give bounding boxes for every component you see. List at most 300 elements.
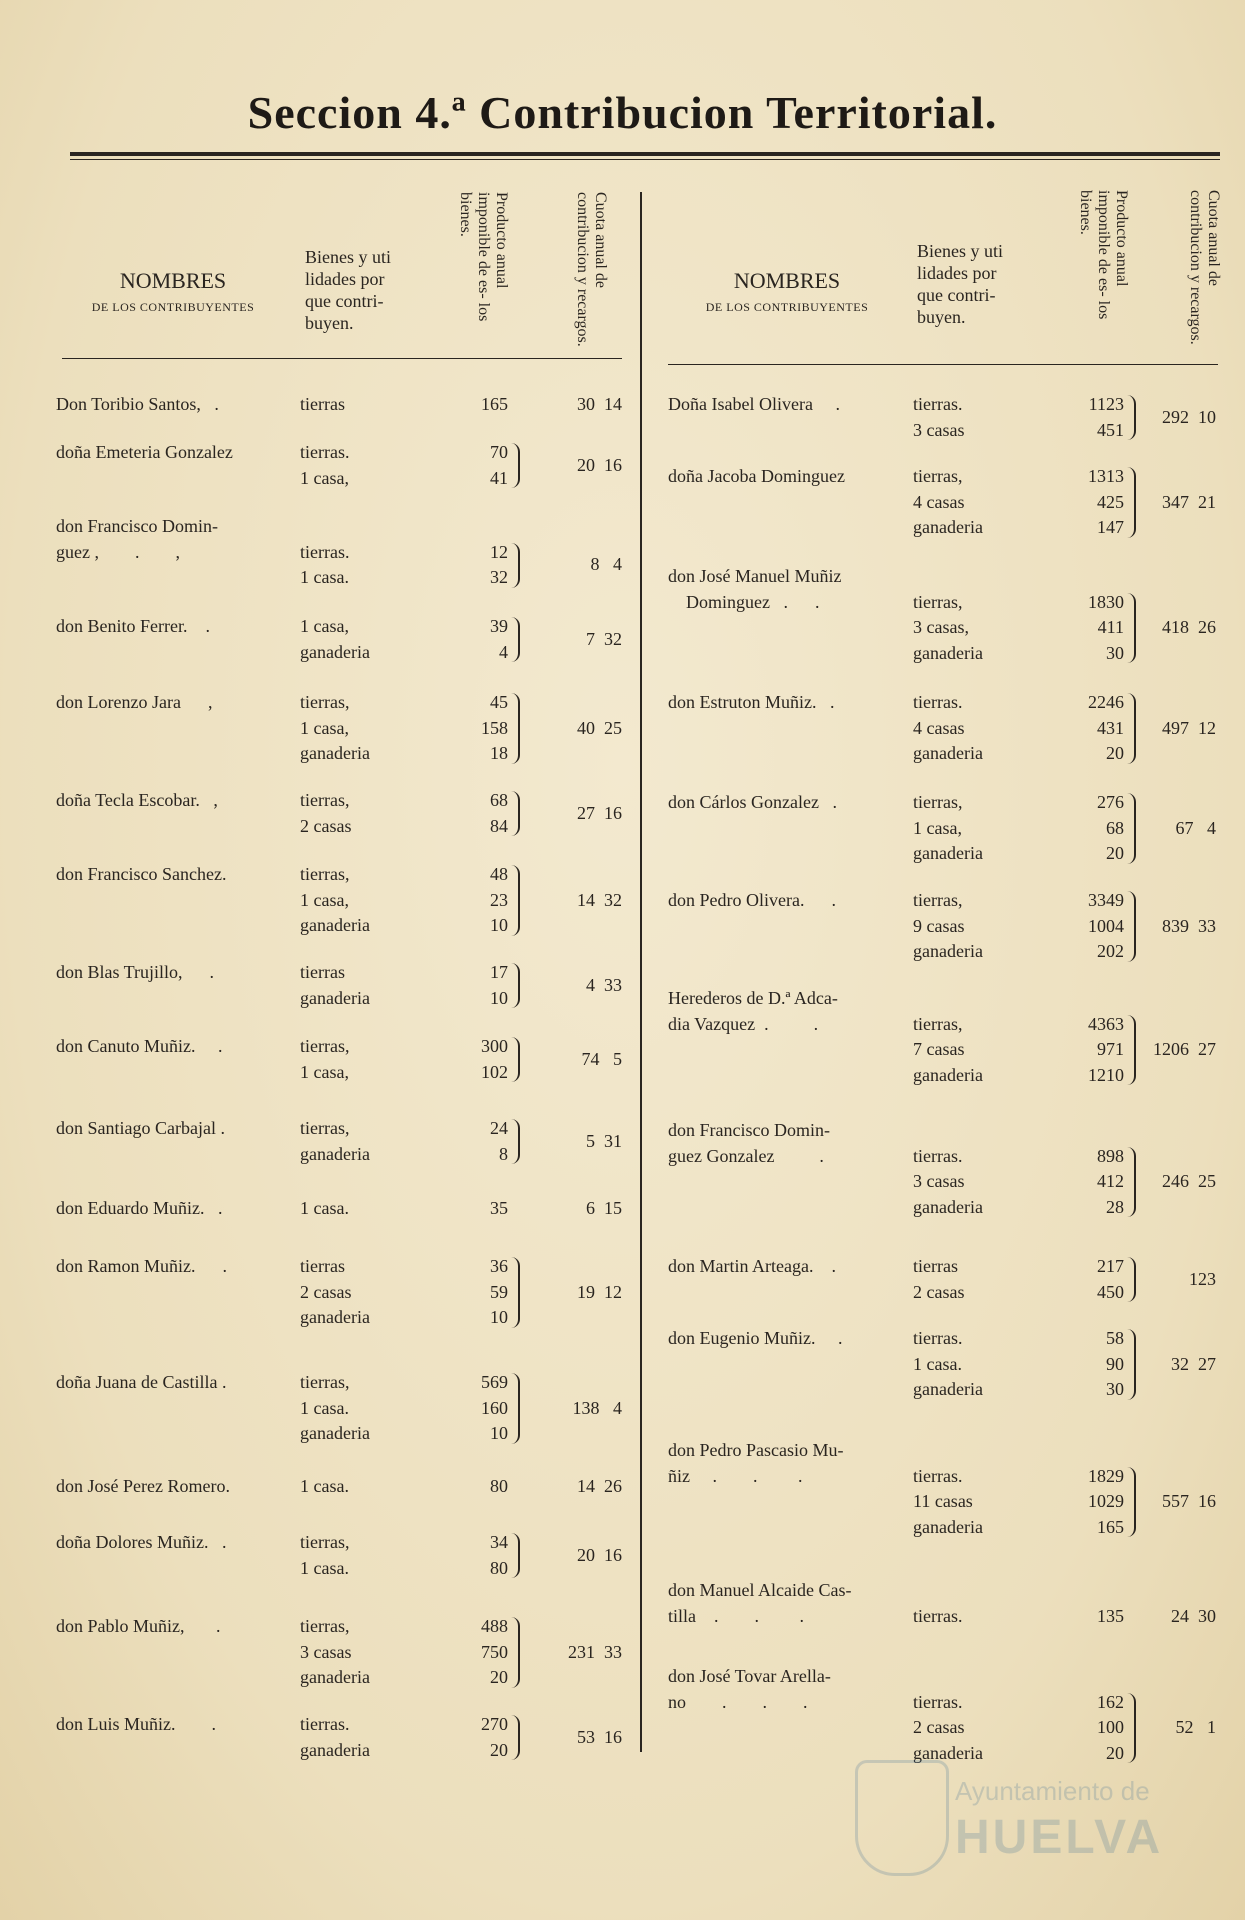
product-values	[1054, 888, 1124, 965]
product-value: 39	[490, 616, 508, 636]
product-value: 750	[481, 1641, 508, 1662]
cuota-value: 1206 27	[1153, 1039, 1216, 1059]
goods-item: 1 casa.	[300, 1198, 349, 1218]
product-value: 431	[1097, 717, 1124, 738]
product-value: 1004	[1088, 915, 1124, 936]
goods-list	[300, 1370, 370, 1447]
contributor-name-line: don José Tovar Arella-	[668, 1666, 831, 1686]
product-value: 20	[1106, 1742, 1124, 1763]
goods-item: tierras,	[913, 1013, 963, 1034]
goods-item: ganaderia	[300, 1739, 370, 1760]
product-value: 160	[481, 1397, 508, 1418]
product-value: 425	[1097, 491, 1124, 512]
column-divider	[640, 192, 642, 1752]
goods-item: 9 casas	[913, 915, 965, 936]
product-values	[1054, 1578, 1124, 1629]
header-bienes-line: Bienes y uti	[917, 241, 1003, 261]
product-value: 165	[481, 394, 508, 414]
section-title: Seccion 4.ª Contribucion Territorial.	[247, 87, 998, 138]
goods-item: 1 casa,	[300, 1061, 349, 1082]
grouping-brace	[511, 1257, 520, 1328]
cuota-value: 20 16	[577, 454, 622, 475]
goods-item: tierras,	[913, 792, 963, 812]
goods-item: tierras.	[913, 1691, 963, 1712]
goods-item: tierras,	[913, 591, 963, 612]
contributor-name-line: don Pablo Muñiz, .	[56, 1616, 221, 1636]
goods-list	[913, 1664, 983, 1766]
goods-item: tierras.	[300, 541, 350, 562]
goods-list	[913, 986, 983, 1088]
product-value: 147	[1097, 517, 1124, 537]
contributor-name	[668, 1664, 831, 1715]
contributor-name	[668, 690, 835, 716]
product-value: 45	[490, 692, 508, 712]
goods-item: 3 casas	[300, 1641, 352, 1662]
contributor-name-line: don Francisco Domin-	[56, 516, 218, 536]
product-value: 971	[1097, 1039, 1124, 1059]
product-value: 1029	[1088, 1491, 1124, 1511]
goods-item: ganaderia	[300, 641, 370, 662]
contributor-name-line: doña Juana de Castilla .	[56, 1372, 227, 1392]
product-value: 158	[481, 717, 508, 738]
header-bienes-line: lidades por	[305, 269, 385, 289]
product-value	[1054, 1664, 1124, 1690]
contributor-name	[56, 1474, 230, 1500]
product-value: 270	[481, 1714, 508, 1734]
cuota-value: 32 27	[1171, 1353, 1216, 1374]
contributor-name	[56, 1370, 226, 1396]
grouping-brace	[511, 1373, 520, 1444]
left-header-cuota: Cuota anual de contribucion y recargos.	[574, 192, 609, 347]
goods-item: 1 casa,	[300, 889, 349, 910]
left-header-nombres	[48, 268, 298, 320]
cuota-value: 14 26	[577, 1476, 622, 1496]
goods-item: ganaderia	[913, 941, 983, 961]
goods-item: ganaderia	[913, 1064, 983, 1085]
right-header-bienes	[917, 240, 1003, 328]
product-value: 32	[490, 567, 508, 587]
contributor-name	[56, 614, 210, 640]
grouping-brace	[511, 1533, 520, 1578]
goods-item: ganaderia	[913, 1196, 983, 1217]
goods-list	[300, 392, 345, 418]
goods-item: tierras,	[300, 1532, 350, 1552]
product-values	[1054, 1254, 1124, 1305]
contributor-name-line: don Canuto Muñiz. .	[56, 1036, 223, 1056]
goods-list	[913, 888, 983, 965]
product-value: 569	[481, 1372, 508, 1392]
header-bienes-line: Bienes y uti	[305, 247, 391, 267]
product-value: 23	[490, 889, 508, 910]
cuota-value: 74 5	[581, 1048, 622, 1069]
product-value: 18	[490, 743, 508, 763]
contributor-name-line: dia Vazquez . .	[668, 1013, 819, 1034]
goods-list	[300, 788, 351, 839]
goods-item: tierras,	[913, 890, 963, 910]
contributor-name-line: don Pedro Olivera. .	[668, 890, 836, 910]
grouping-brace	[511, 1715, 520, 1760]
product-value: 59	[490, 1281, 508, 1302]
goods-item: tierras.	[913, 692, 963, 712]
goods-item: 11 casas	[913, 1491, 973, 1511]
title-rule-thick	[70, 152, 1220, 156]
product-value: 4363	[1088, 1013, 1124, 1034]
contributor-name-line: tilla . . .	[668, 1605, 804, 1626]
product-value: 20	[1106, 843, 1124, 863]
product-value: 300	[481, 1036, 508, 1056]
contributor-name-line: don Manuel Alcaide Cas-	[668, 1580, 852, 1600]
goods-item: tierras,	[300, 1036, 350, 1056]
header-bienes-line: lidades por	[917, 263, 997, 283]
grouping-brace	[511, 963, 520, 1008]
product-value: 24	[490, 1118, 508, 1138]
goods-list	[300, 690, 370, 767]
goods-item: 1 casa,	[300, 717, 349, 738]
contributor-name	[56, 788, 218, 814]
left-header-producto: Producto anual imponible de es- los bienes.	[457, 192, 510, 322]
title-rule-thin	[70, 159, 1220, 160]
contributor-name-line: don Santiago Carbajal .	[56, 1118, 225, 1138]
goods-item: ganaderia	[300, 1143, 370, 1164]
goods-list	[300, 862, 370, 939]
cuota-value: 52 1	[1175, 1717, 1216, 1737]
goods-item: 2 casas	[300, 815, 352, 836]
contributor-name-line: don José Perez Romero.	[56, 1476, 230, 1496]
goods-list	[300, 1712, 370, 1763]
goods-item: tierras	[300, 962, 345, 982]
cuota-value: 839 33	[1162, 915, 1216, 936]
contributor-name	[56, 1254, 227, 1280]
contributor-name-line: doña Jacoba Dominguez	[668, 466, 845, 486]
grouping-brace	[511, 543, 520, 588]
goods-item: tierras.	[300, 1714, 350, 1734]
goods-list	[913, 690, 983, 767]
goods-item: tierras,	[300, 1372, 350, 1392]
product-values	[1054, 690, 1124, 767]
watermark-line1: Ayuntamiento de	[955, 1776, 1150, 1806]
goods-item: ganaderia	[300, 1667, 370, 1687]
cuota-value: 7 32	[586, 628, 622, 649]
product-value	[1054, 1578, 1124, 1604]
goods-item: 2 casas	[300, 1281, 352, 1302]
contributor-name	[56, 514, 218, 565]
goods-item: 2 casas	[913, 1281, 965, 1302]
huelva-seal-icon	[855, 1760, 949, 1876]
goods-list	[913, 392, 964, 443]
product-value: 2246	[1088, 692, 1124, 712]
contributor-name	[56, 690, 212, 716]
goods-item: tierras,	[300, 790, 350, 810]
product-value: 28	[1106, 1196, 1124, 1217]
contributor-name	[668, 986, 838, 1037]
goods-item: tierras.	[913, 1145, 963, 1166]
goods-item: ganaderia	[300, 915, 370, 935]
product-value: 20	[490, 1739, 508, 1760]
product-values	[438, 1116, 508, 1167]
goods-item: 3 casas	[913, 1171, 965, 1191]
cuota-value: 8 4	[590, 554, 622, 575]
goods-item: 1 casa,	[913, 817, 962, 838]
contributor-name-line: don Benito Ferrer. .	[56, 616, 210, 636]
product-value	[1054, 1438, 1124, 1464]
product-value: 35	[490, 1198, 508, 1218]
product-value: 100	[1097, 1717, 1124, 1737]
cuota-value: 347 21	[1162, 491, 1216, 512]
cuota-value: 292 10	[1162, 406, 1216, 427]
goods-item: 1 casa.	[300, 1397, 349, 1418]
product-values	[438, 1370, 508, 1447]
contributor-name	[668, 1326, 842, 1352]
cuota-value: 67 4	[1175, 817, 1216, 838]
goods-item	[913, 1118, 983, 1144]
contributor-name-line: guez , . ,	[56, 541, 180, 562]
goods-item: 7 casas	[913, 1039, 965, 1059]
product-value: 8	[499, 1143, 508, 1164]
right-header-cuota: Cuota anual de contribucion y recargos.	[1187, 190, 1222, 345]
product-value: 20	[490, 1667, 508, 1687]
goods-list	[913, 1438, 983, 1540]
product-value: 135	[1097, 1605, 1124, 1626]
goods-list	[913, 790, 983, 867]
contributor-name	[668, 564, 841, 615]
header-nombres-sub: DE LOS CONTRIBUYENTES	[91, 300, 255, 314]
product-values	[1054, 392, 1124, 443]
product-value: 898	[1097, 1145, 1124, 1166]
goods-item: tierras,	[300, 1118, 350, 1138]
contributor-name-line: guez Gonzalez .	[668, 1145, 824, 1166]
cuota-value: 40 25	[577, 717, 622, 738]
contributor-name-line: Doña Isabel Olivera .	[668, 394, 840, 414]
cuota-value: 246 25	[1162, 1171, 1216, 1191]
cuota-value: 53 16	[577, 1726, 622, 1747]
goods-item: 1 casa.	[913, 1353, 962, 1374]
product-values	[1054, 464, 1124, 541]
product-value: 90	[1106, 1353, 1124, 1374]
contributor-name-line: doña Dolores Muñiz. .	[56, 1532, 227, 1552]
contributor-name-line: don Luis Muñiz. .	[56, 1714, 216, 1734]
goods-item: 4 casas	[913, 717, 965, 738]
product-value: 411	[1097, 617, 1124, 637]
product-values	[438, 690, 508, 767]
goods-item	[300, 514, 349, 540]
grouping-brace	[511, 617, 520, 662]
goods-item: ganaderia	[300, 743, 370, 763]
cuota-value: 27 16	[577, 802, 622, 823]
contributor-name	[668, 790, 837, 816]
contributor-name	[668, 1438, 843, 1489]
product-value: 10	[490, 915, 508, 935]
contributor-name	[56, 1614, 221, 1640]
contributor-name-line: don Martin Arteaga. .	[668, 1256, 836, 1276]
cuota-value: 123	[1189, 1268, 1216, 1289]
cuota-value: 418 26	[1162, 617, 1216, 637]
product-values	[1054, 1118, 1124, 1220]
right-header-producto: Producto anual imponible de es- los bienes.	[1077, 190, 1130, 320]
contributor-name-line: don Pedro Pascasio Mu-	[668, 1440, 844, 1460]
goods-item: tierras.	[913, 394, 963, 414]
contributor-name	[668, 1118, 830, 1169]
product-value: 30	[1106, 1379, 1124, 1399]
goods-list	[913, 564, 983, 666]
goods-list	[300, 1530, 349, 1581]
contributor-name-line: don José Manuel Muñiz	[668, 566, 842, 586]
goods-list	[300, 440, 349, 491]
grouping-brace	[511, 1617, 520, 1688]
grouping-brace	[511, 1037, 520, 1082]
product-value: 165	[1097, 1516, 1124, 1537]
product-values	[438, 614, 508, 665]
goods-item: 1 casa.	[300, 1557, 349, 1578]
product-value	[438, 514, 508, 540]
goods-item: tierras,	[300, 864, 350, 884]
right-header-nombres	[662, 268, 912, 320]
cuota-value: 5 31	[586, 1130, 622, 1151]
cuota-value: 6 15	[586, 1198, 622, 1218]
goods-item: 3 casas,	[913, 617, 969, 637]
goods-item: ganaderia	[300, 987, 370, 1008]
goods-item: tierras.	[913, 1328, 963, 1348]
header-bienes-line: que contri-	[305, 291, 384, 311]
goods-item: tierras,	[300, 692, 350, 712]
product-value: 162	[1097, 1691, 1124, 1712]
product-value: 451	[1097, 419, 1124, 440]
product-values	[438, 440, 508, 491]
contributor-name-line: Herederos de D.ª Adca-	[668, 988, 838, 1008]
product-value: 276	[1097, 792, 1124, 812]
goods-item	[913, 564, 983, 590]
goods-item: ganaderia	[913, 1379, 983, 1399]
goods-list	[300, 514, 349, 591]
archive-watermark	[835, 1760, 1175, 1880]
product-values	[1054, 1326, 1124, 1403]
product-value: 1830	[1088, 591, 1124, 612]
product-value: 68	[490, 790, 508, 810]
product-value: 84	[490, 815, 508, 836]
product-values	[1054, 564, 1124, 666]
goods-item: 2 casas	[913, 1717, 965, 1737]
product-values	[438, 960, 508, 1011]
product-value: 1210	[1088, 1064, 1124, 1085]
goods-list	[300, 614, 370, 665]
product-value: 12	[490, 541, 508, 562]
product-value: 10	[490, 987, 508, 1008]
grouping-brace	[511, 693, 520, 764]
product-value: 1313	[1088, 466, 1124, 486]
goods-item: 3 casas	[913, 419, 965, 440]
goods-item: tierras	[300, 394, 345, 414]
grouping-brace	[511, 1119, 520, 1164]
header-bienes-line: buyen.	[917, 307, 966, 327]
contributor-name-line: doña Emeteria Gonzalez	[56, 442, 233, 462]
right-header-rule	[668, 364, 1218, 365]
product-values	[438, 788, 508, 839]
product-value: 1123	[1088, 394, 1124, 414]
goods-item: 4 casas	[913, 491, 965, 512]
goods-item: ganaderia	[300, 1307, 370, 1327]
contributor-name	[668, 464, 845, 490]
product-value: 17	[490, 962, 508, 982]
contributor-name	[56, 1116, 225, 1142]
product-values	[1054, 1438, 1124, 1540]
product-value	[1054, 1118, 1124, 1144]
contributor-name-line: don Eugenio Muñiz. .	[668, 1328, 843, 1348]
watermark-line2: HUELVA	[955, 1811, 1164, 1864]
product-values	[438, 862, 508, 939]
contributor-name	[56, 440, 233, 466]
goods-item: ganaderia	[300, 1423, 370, 1443]
product-value: 30	[1106, 642, 1124, 663]
goods-list	[300, 1034, 349, 1085]
cuota-value: 557 16	[1162, 1491, 1216, 1511]
contributor-name	[56, 392, 219, 418]
product-value	[1054, 564, 1124, 590]
product-value: 4	[499, 641, 508, 662]
product-value: 58	[1106, 1328, 1124, 1348]
contributor-name	[668, 1578, 851, 1629]
product-value: 41	[490, 467, 508, 488]
goods-list	[913, 1326, 983, 1403]
cuota-value: 497 12	[1162, 717, 1216, 738]
contributor-name-line: don Blas Trujillo, .	[56, 962, 215, 982]
goods-list	[913, 464, 983, 541]
product-value: 102	[481, 1061, 508, 1082]
contributor-name-line: don Francisco Sanchez.	[56, 864, 227, 884]
contributor-name-line: don Lorenzo Jara ,	[56, 692, 213, 712]
header-nombres-sub: DE LOS CONTRIBUYENTES	[705, 300, 869, 314]
contributor-name	[56, 862, 226, 888]
product-values	[438, 514, 508, 591]
left-header-rule	[62, 358, 622, 359]
product-value: 488	[481, 1616, 508, 1636]
goods-item: tierras.	[913, 1605, 963, 1626]
contributor-name	[56, 1034, 223, 1060]
contributor-name-line: Don Toribio Santos, .	[56, 394, 219, 414]
product-value: 217	[1097, 1256, 1124, 1276]
product-value: 412	[1097, 1171, 1124, 1191]
product-values	[438, 1254, 508, 1331]
cuota-value: 24 30	[1171, 1605, 1216, 1626]
product-values	[1054, 1664, 1124, 1766]
product-values	[438, 1712, 508, 1763]
goods-list	[913, 1254, 964, 1305]
goods-item: tierras,	[913, 466, 963, 486]
contributor-name	[56, 1712, 216, 1738]
product-value	[1054, 986, 1124, 1012]
goods-list	[300, 960, 370, 1011]
goods-list	[913, 1118, 983, 1220]
contributor-name-line: don Francisco Domin-	[668, 1120, 830, 1140]
contributor-name	[56, 1196, 222, 1222]
product-values	[438, 1196, 508, 1222]
goods-item: ganaderia	[913, 1742, 983, 1763]
product-values	[438, 1614, 508, 1691]
cuota-value: 138 4	[572, 1397, 622, 1418]
goods-list	[300, 1614, 370, 1691]
product-value: 80	[490, 1476, 508, 1496]
contributor-name-line: ñiz . . .	[668, 1465, 803, 1486]
product-value: 20	[1106, 743, 1124, 763]
product-value: 70	[490, 442, 508, 462]
contributor-name-line: don Ramon Muñiz. .	[56, 1256, 227, 1276]
contributor-name-line: don Cárlos Gonzalez .	[668, 792, 837, 812]
product-values	[1054, 986, 1124, 1088]
product-value: 48	[490, 864, 508, 884]
product-value: 36	[490, 1256, 508, 1276]
product-value: 10	[490, 1307, 508, 1327]
contributor-name	[668, 1254, 836, 1280]
goods-item: 1 casa,	[300, 616, 349, 636]
cuota-value: 231 33	[568, 1641, 622, 1662]
